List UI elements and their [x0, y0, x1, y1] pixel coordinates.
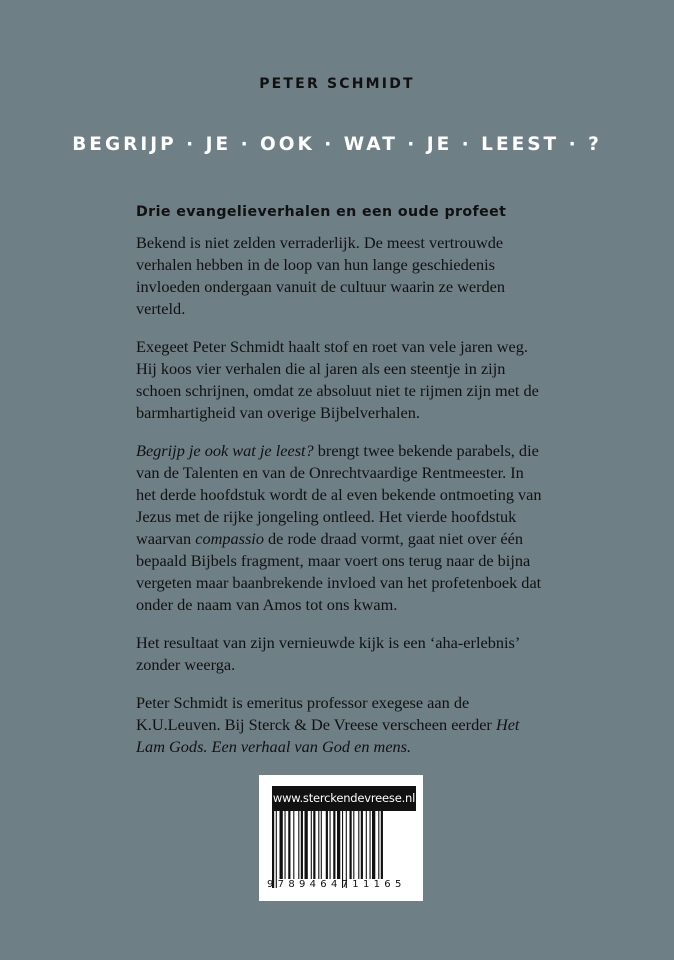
isbn-digits: 9789464711165: [267, 879, 406, 890]
italic-text: Begrijp je ook wat je leest?: [136, 441, 314, 460]
barcode-bar: [318, 811, 319, 879]
author-name: PETER SCHMIDT: [259, 76, 415, 92]
blurb-paragraph: [136, 232, 546, 320]
barcode-bar: [311, 811, 312, 879]
barcode-bar: [330, 811, 331, 879]
barcode-bar: [313, 811, 315, 879]
barcode-bar: [285, 811, 286, 879]
text: Bekend is niet zelden verraderlijk. De meest vertrouwde verhalen hebben in de loop van hun lange geschiedenis invloeden ondergaan vanuit de cultuur waarin ze werden verteld.: [136, 233, 506, 318]
barcode-bar: [342, 811, 343, 888]
book-title: BEGRIJP · JE · OOK · WAT · JE · LEEST · ?: [72, 134, 602, 155]
barcode-bar: [293, 811, 294, 879]
barcode-bar: [350, 811, 352, 879]
barcode-bar: [361, 811, 363, 879]
barcode-bar: [353, 811, 354, 879]
text: Exegeet Peter Schmidt haalt stof en roet van vele jaren weg. Hij koos vier verhalen die al jaren als een steentje in zijn schoen schrijnen, omdat ze absoluut niet te rijmen zijn met de barmhartigheid van overige Bijbelverhalen.: [136, 337, 539, 422]
barcode-bar: [326, 811, 328, 879]
barcode-bar: [301, 811, 303, 879]
barcode-bar: [372, 811, 375, 879]
blurb-paragraph: [136, 632, 546, 676]
barcode-bar: [370, 811, 371, 879]
text: brengt twee bekende parabels, die van de Talenten en van de Onrechtvaardige Rentmeester. In het derde hoofdstuk wordt de al even bekende ontmoeting van Jezus met de rijke jongeling ontleed. Het vierde hoofdstuk waarvan: [136, 441, 542, 548]
barcode-bar: [276, 811, 277, 888]
barcode-bar: [333, 811, 335, 879]
text: de rode draad vormt, gaat niet over één bepaald Bijbels fragment, maar voert ons terug naar de bijna vergeten maar baanbrekende invloed van het profetenboek dat onder de naam van Amos tot ons kwam.: [136, 529, 542, 614]
barcode-bar: [381, 811, 383, 879]
blurb-paragraphs: [136, 232, 546, 758]
blurb-paragraph: [136, 440, 546, 616]
italic-text: compassio: [195, 529, 264, 548]
subtitle: Drie evangelieverhalen en een oude profeet: [136, 204, 507, 220]
barcode-bars: [272, 811, 416, 888]
barcode-bar: [366, 811, 367, 879]
barcode: [259, 775, 423, 901]
italic-text: Het Lam Gods. Een verhaal van God en mens.: [136, 715, 520, 756]
blurb-paragraph: [136, 336, 546, 424]
text: Het resultaat van zijn vernieuwde kijk is een ‘aha-erlebnis’ zonder weerga.: [136, 633, 520, 674]
barcode-bar: [346, 811, 347, 888]
barcode-bar: [378, 811, 379, 879]
blurb-paragraph: [136, 692, 546, 758]
barcode-bar: [298, 811, 299, 879]
barcode-bar: [272, 811, 274, 888]
publisher-url: www.sterckendevreese.nl: [272, 786, 416, 811]
text: Peter Schmidt is emeritus professor exegese aan de K.U.Leuven. Bij Sterck & De Vreese verscheen eerder: [136, 693, 496, 734]
barcode-bar: [280, 811, 283, 879]
barcode-bar: [358, 811, 359, 879]
blurb: [136, 204, 546, 774]
barcode-bar: [288, 811, 290, 879]
barcode-bar: [305, 811, 308, 879]
barcode-bar: [337, 811, 340, 879]
barcode-bar: [321, 811, 322, 879]
